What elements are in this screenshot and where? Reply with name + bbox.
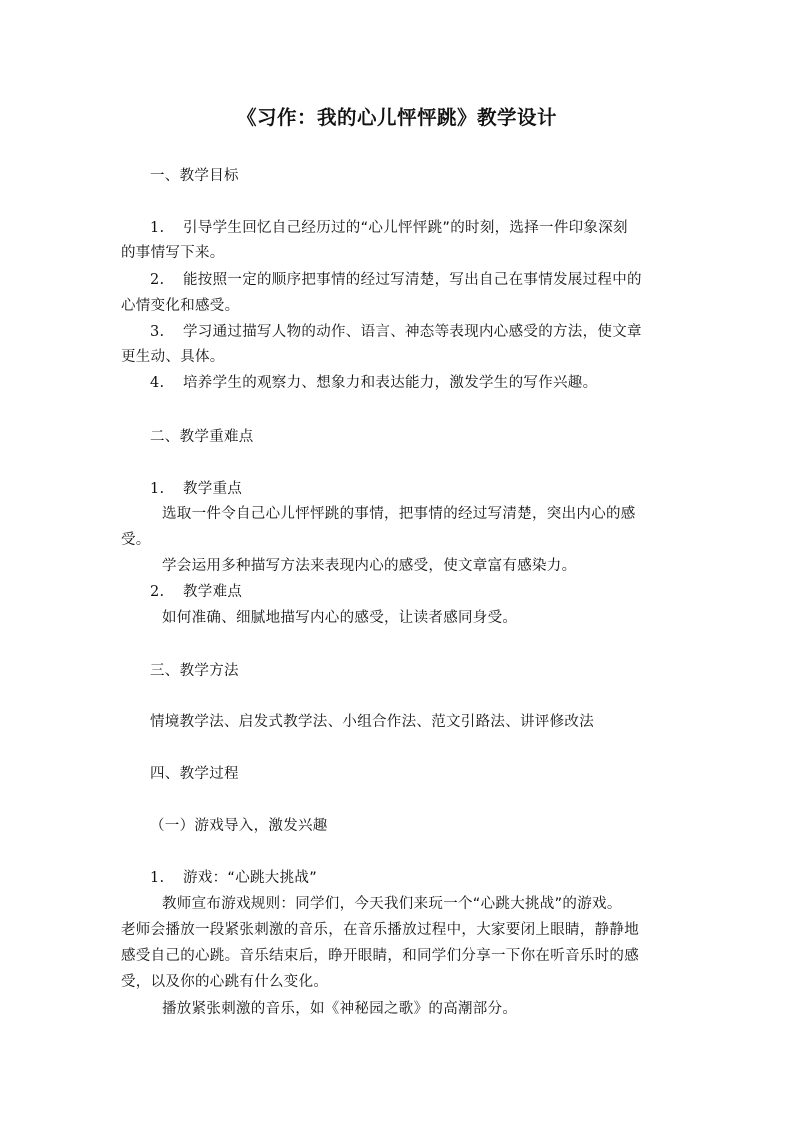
music-instruction: 播放紧张刺激的音乐，如《神秘园之歌》的高潮部分。 xyxy=(162,1001,518,1017)
game-rules-line-4: 受，以及你的心跳有什么变化。 xyxy=(121,974,329,990)
document-title: 《习作：我的心儿怦怦跳》教学设计 xyxy=(236,106,557,129)
key-point-text-2: 学会运用多种描写方法来表现内心的感受，使文章富有感染力。 xyxy=(162,558,577,574)
key-point-text-1: 选取一件令自己心儿怦怦跳的事情，把事情的经过写清楚，突出内心的感 xyxy=(162,506,636,522)
difficulty-text: 如何准确、细腻地描写内心的感受，让读者感同身受。 xyxy=(162,610,518,626)
difficulty-number: 2. xyxy=(150,584,165,600)
game-title: 游戏：“心跳大挑战” xyxy=(183,870,318,886)
difficulty-label: 教学难点 xyxy=(183,584,243,600)
section-1-heading: 一、教学目标 xyxy=(150,168,239,184)
objective-4-number: 4. xyxy=(150,375,165,391)
objective-4 xyxy=(150,371,597,395)
game-rules-line-2: 老师会播放一段紧张刺激的音乐，在音乐播放过程中，大家要闭上眼睛，静静地 xyxy=(121,922,639,938)
key-point-heading xyxy=(150,477,242,501)
objective-3-number: 3. xyxy=(150,324,165,340)
objective-2-number: 2. xyxy=(150,272,165,288)
key-point-text-1-continued: 受。 xyxy=(121,532,151,548)
section-4-heading: 四、教学过程 xyxy=(150,766,239,782)
objective-3-text: 学习通过描写人物的动作、语言、神态等表现内心感受的方法，使文章 xyxy=(183,324,642,340)
game-heading xyxy=(150,866,317,890)
game-rules-line-1: 教师宣布游戏规则：同学们，今天我们来玩一个“心跳大挑战”的游戏。 xyxy=(162,896,622,912)
objective-1 xyxy=(150,216,628,240)
process-step-1-heading: （一）游戏导入，激发兴趣 xyxy=(150,818,328,834)
objective-2 xyxy=(150,268,642,292)
objective-4-text: 培养学生的观察力、想象力和表达能力，激发学生的写作兴趣。 xyxy=(183,375,598,391)
game-number: 1. xyxy=(150,870,165,886)
objective-1-number: 1. xyxy=(150,220,165,236)
key-point-label: 教学重点 xyxy=(183,481,243,497)
difficulty-heading xyxy=(150,580,242,604)
objective-3-continued: 更生动、具体。 xyxy=(121,349,225,365)
objective-1-text: 引导学生回忆自己经历过的“心儿怦怦跳”的时刻，选择一件印象深刻 xyxy=(183,220,628,236)
objective-2-text: 能按照一定的顺序把事情的经过写清楚，写出自己在事情发展过程中的 xyxy=(183,272,642,288)
objective-2-continued: 心情变化和感受。 xyxy=(121,298,240,314)
objective-3 xyxy=(150,320,642,344)
section-3-heading: 三、教学方法 xyxy=(150,663,239,679)
objective-1-continued: 的事情写下来。 xyxy=(121,245,225,261)
game-rules-line-3: 感受自己的心跳。音乐结束后，睁开眼睛，和同学们分享一下你在听音乐时的感 xyxy=(121,948,639,964)
key-point-number: 1. xyxy=(150,481,165,497)
teaching-methods-text: 情境教学法、启发式教学法、小组合作法、范文引路法、讲评修改法 xyxy=(150,714,594,730)
section-2-heading: 二、教学重难点 xyxy=(150,429,254,445)
